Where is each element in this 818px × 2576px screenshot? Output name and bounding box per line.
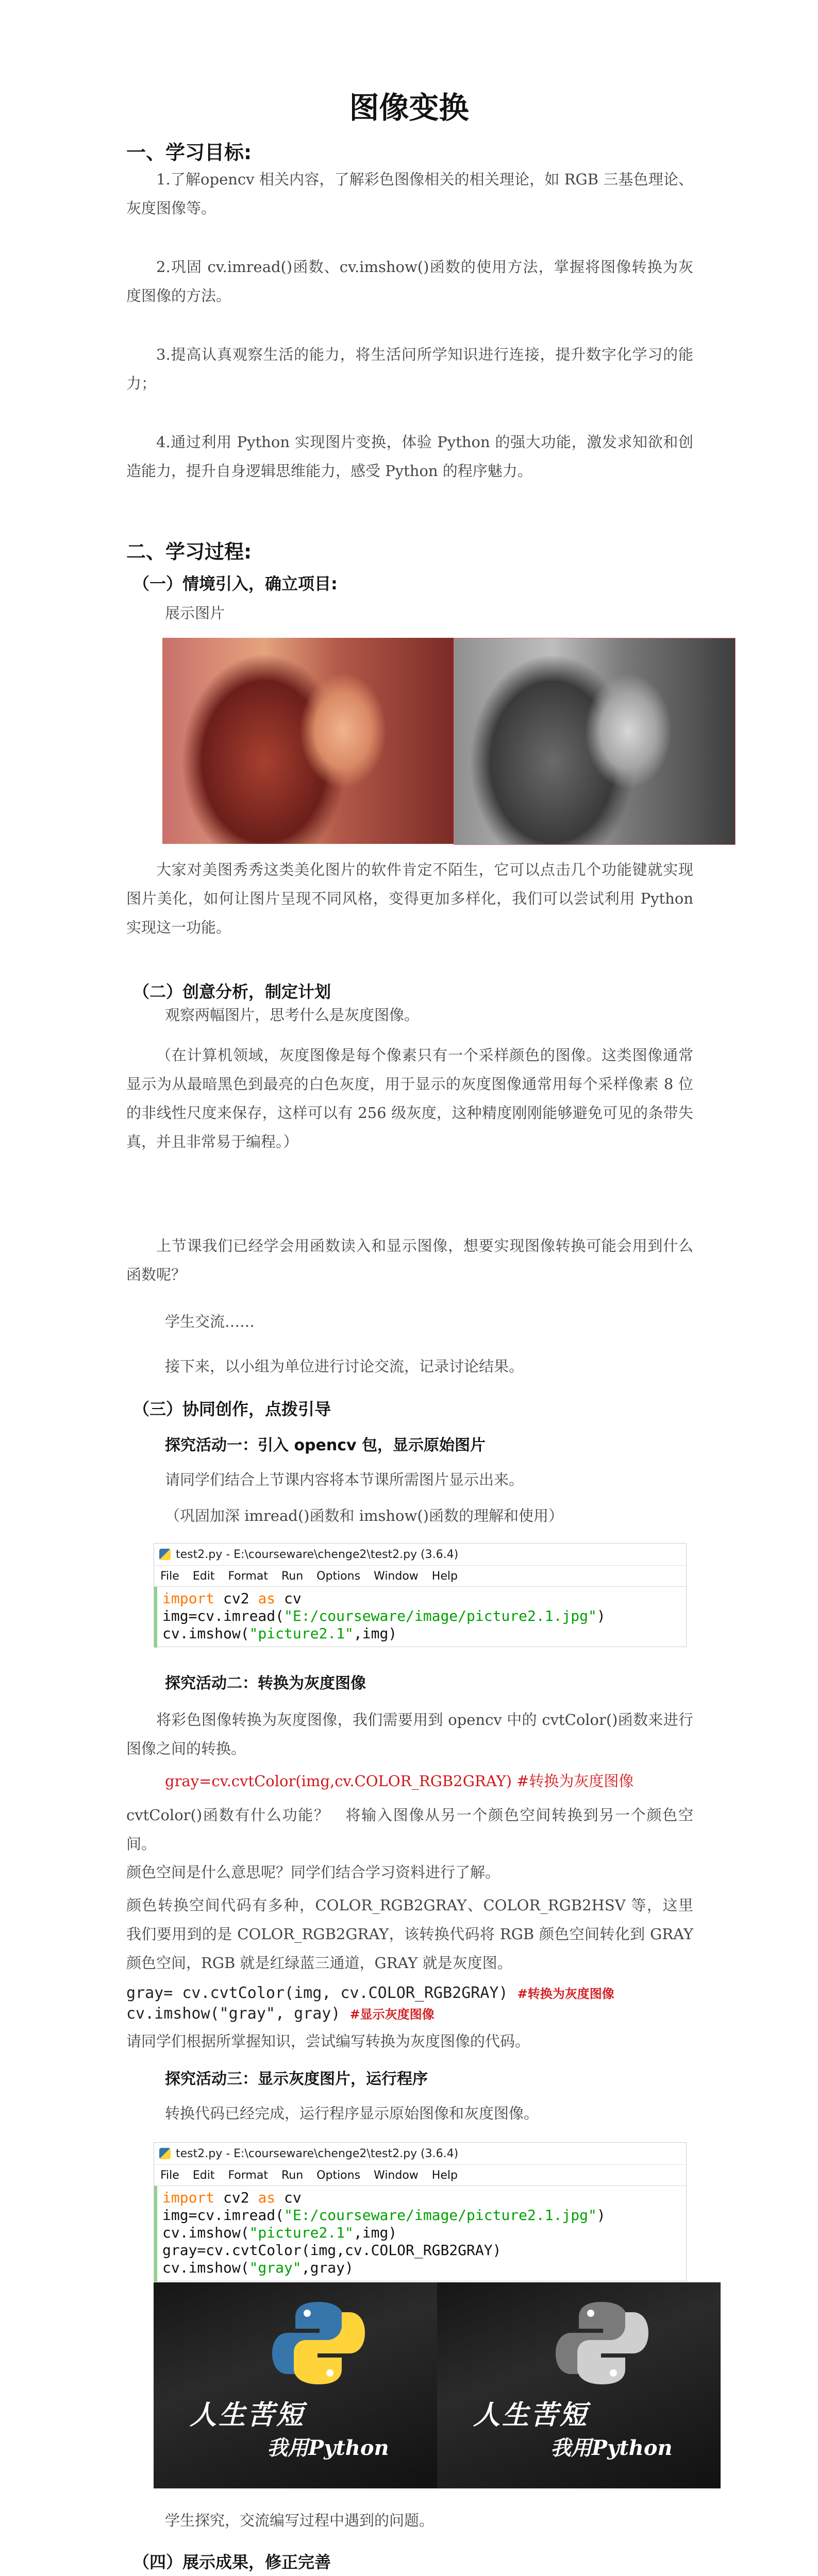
code-line-3: cv.imshow("picture2.1",img) <box>162 2224 397 2241</box>
goal-3: 3.提高认真观察生活的能力，将生活问所学知识进行连接，提升数字化学习的能力； <box>126 346 693 392</box>
menu-help[interactable]: Help <box>431 2168 458 2182</box>
part2-p2: （在计算机领域，灰度图像是每个像素只有一个采样颜色的图像。这类图像通常显示为从最暗黑色到最亮的白色灰度，用于显示的灰度图像通常用每个采样像素 8 位的非线性尺度来保存，这样可以有 256 级灰度，这种精度刚刚能够避免可见的条带失真，并且非常易于编程。） <box>126 1046 693 1150</box>
python-gray-caption-1: 人生苦短 <box>473 2399 589 2431</box>
section-heading-goals: 一、学习目标: <box>126 141 252 164</box>
editor-titlebar <box>154 1544 686 1566</box>
activity2-red-code: gray=cv.cvtColor(img,cv.COLOR_RGB2GRAY) #转换为灰度图像 <box>165 1772 634 1790</box>
menu-file[interactable]: File <box>160 2168 179 2182</box>
python-caption-1: 人生苦短 <box>190 2399 306 2431</box>
python-logo-gray-icon <box>550 2297 654 2389</box>
python-logo-icon <box>267 2297 370 2389</box>
part2-p3: 上节课我们已经学会用函数读入和显示图像，想要实现图像转换可能会用到什么函数呢？ <box>126 1237 693 1283</box>
section-heading-process: 二、学习过程: <box>126 540 252 563</box>
menu-help[interactable]: Help <box>431 1569 458 1583</box>
lena-gray-image <box>454 638 736 845</box>
activity2-p2: cvtColor()函数有什么功能？ 将输入图像从另一个颜色空间转换到另一个颜色空间。 <box>126 1806 693 1853</box>
activity2-code-2: cv.imshow("gray", gray) #显示灰度图像 <box>126 2005 435 2023</box>
python-color-image <box>154 2282 437 2488</box>
menu-window[interactable]: Window <box>374 2168 419 2182</box>
menu-edit[interactable]: Edit <box>192 1569 215 1583</box>
menu-options[interactable]: Options <box>316 2168 361 2182</box>
part2-p5: 接下来，以小组为单位进行讨论交流，记录讨论结果。 <box>165 1358 524 1375</box>
part4-heading: （四）展示成果，修正完善 <box>133 2552 331 2572</box>
python-file-icon <box>159 1549 171 1560</box>
idle-editor-window-1 <box>154 1543 687 1647</box>
menu-options[interactable]: Options <box>316 1569 361 1583</box>
idle-editor-window-2 <box>154 2142 687 2281</box>
editor-code-area[interactable] <box>154 1587 686 1648</box>
activity1-p2: （巩固加深 imread()函数和 imshow()函数的理解和使用） <box>165 1507 563 1524</box>
part2-heading: （二）创意分析，制定计划 <box>133 982 331 1002</box>
code-line-2: img=cv.imread("E:/courseware/image/picture2.1.jpg") <box>162 1607 606 1624</box>
python-gray-caption-2: 我用Python <box>550 2436 673 2460</box>
activity3-p1: 转换代码已经完成，运行程序显示原始图像和灰度图像。 <box>165 2105 539 2122</box>
activity1-p1: 请同学们结合上节课内容将本节课所需图片显示出来。 <box>165 1471 524 1488</box>
menu-file[interactable]: File <box>160 1569 179 1583</box>
menu-format[interactable]: Format <box>228 1569 268 1583</box>
menu-run[interactable]: Run <box>281 2168 304 2182</box>
editor-titlebar <box>154 2143 686 2165</box>
part2-p4: 学生交流…… <box>165 1313 255 1330</box>
editor-gutter <box>154 2186 157 2282</box>
code-line-1: import cv2 as cv <box>162 1590 302 1607</box>
menu-format[interactable]: Format <box>228 2168 268 2182</box>
part2-p1: 观察两幅图片，思考什么是灰度图像。 <box>165 1006 420 1024</box>
activity1-heading: 探究活动一：引入 opencv 包，显示原始图片 <box>165 1436 486 1454</box>
show-images-label: 展示图片 <box>165 604 225 622</box>
goal-2: 2.巩固 cv.imread()函数、cv.imshow()函数的使用方法，掌握将图像转换为灰度图像的方法。 <box>126 258 693 304</box>
python-file-icon <box>159 2148 171 2159</box>
activity3-heading: 探究活动三：显示灰度图片，运行程序 <box>165 2070 428 2088</box>
menu-window[interactable]: Window <box>374 1569 419 1583</box>
part1-heading: （一）情境引入，确立项目: <box>133 574 338 594</box>
code-line-4: gray=cv.cvtColor(img,cv.COLOR_RGB2GRAY) <box>162 2242 502 2259</box>
code-line-2: img=cv.imread("E:/courseware/image/picture2.1.jpg") <box>162 2207 606 2224</box>
editor-code-area[interactable] <box>154 2186 686 2282</box>
code-line-5: cv.imshow("gray",gray) <box>162 2259 354 2276</box>
activity2-heading: 探究活动二：转换为灰度图像 <box>165 1674 366 1692</box>
editor-title: test2.py - E:\courseware\chenge2\test2.py (3.6.4) <box>176 1548 459 1561</box>
goal-1: 1.了解opencv 相关内容，了解彩色图像相关的相关理论，如 RGB 三基色理论、灰度图像等。 <box>126 171 693 217</box>
editor-menubar <box>154 2165 686 2186</box>
part3-heading: （三）协同创作，点拨引导 <box>133 1399 331 1419</box>
python-gray-image <box>437 2282 721 2488</box>
code-line-3: cv.imshow("picture2.1",img) <box>162 1625 397 1642</box>
activity2-p3: 颜色空间是什么意思呢？同学们结合学习资料进行了解。 <box>126 1863 500 1881</box>
menu-run[interactable]: Run <box>281 1569 304 1583</box>
activity2-p5: 请同学们根据所掌握知识，尝试编写转换为灰度图像的代码。 <box>126 2032 530 2050</box>
lena-color-image <box>162 638 454 844</box>
editor-menubar <box>154 1566 686 1587</box>
page-title: 图像变换 <box>349 90 469 125</box>
part3-after: 学生探究，交流编写过程中遇到的问题。 <box>165 2512 435 2529</box>
python-caption-2: 我用Python <box>267 2436 389 2460</box>
code-line-1: import cv2 as cv <box>162 2189 302 2206</box>
part1-paragraph: 大家对美图秀秀这类美化图片的软件肯定不陌生，它可以点击几个功能键就实现图片美化，如何让图片呈现不同风格，变得更加多样化，我们可以尝试利用 Python 实现这一功能。 <box>126 861 693 936</box>
activity2-code-1: gray= cv.cvtColor(img, cv.COLOR_RGB2GRAY) #转换为灰度图像 <box>126 1984 614 2002</box>
goal-4: 4.通过利用 Python 实现图片变换，体验 Python 的强大功能，激发求知欲和创造能力，提升自身逻辑思维能力，感受 Python 的程序魅力。 <box>126 433 693 480</box>
editor-title: test2.py - E:\courseware\chenge2\test2.py (3.6.4) <box>176 2147 459 2160</box>
editor-gutter <box>154 1587 157 1648</box>
menu-edit[interactable]: Edit <box>192 2168 215 2182</box>
activity2-p1: 将彩色图像转换为灰度图像，我们需要用到 opencv 中的 cvtColor()函数来进行图像之间的转换。 <box>126 1711 693 1757</box>
activity2-p4: 颜色转换空间代码有多种，COLOR_RGB2GRAY、COLOR_RGB2HSV 等，这里我们要用到的是 COLOR_RGB2GRAY，该转换代码将 RGB 颜色空间转化到 GRAY 颜色空间，RGB 就是红绿蓝三通道，GRAY 就是灰度图。 <box>126 1896 693 1972</box>
